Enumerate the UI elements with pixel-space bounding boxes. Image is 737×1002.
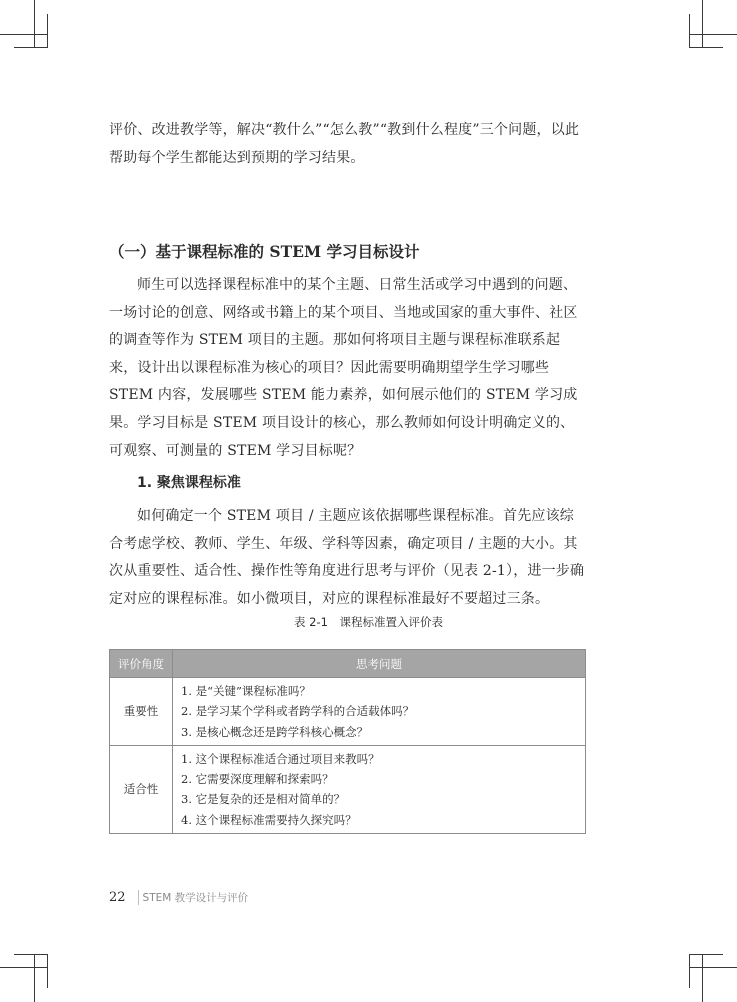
page-footer [109,890,248,905]
header-questions: 思考问题 [173,650,586,678]
row-questions [173,745,586,833]
section-heading: （一）基于课程标准的 STEM 学习目标设计 [109,242,420,261]
section-paragraph: 师生可以选择课程标准中的某个主题、日常生活或学习中遇到的问题、一场讨论的创意、网络或书籍上的某个项目、当地或国家的重大事件、社区的调查等作为 STEM 项目的主题。那如何将项目主题与课程标准联系起来，设计出以课程标准为核心的项目？因此需要明确期望学生学习哪些 STEM 内容，发展哪些 STEM 能力素养，如何展示他们的 STEM 学习成果。学习目标是 STEM 项目设计的核心，那么教师如何设计明确定义的、可观察、可测量的 STEM 学习目标呢？ [109,277,578,459]
question-item: 3. 是核心概念还是跨学科核心概念？ [181,724,369,739]
question-item: 2. 它需要深度理解和探索吗？ [181,772,334,787]
question-item: 2. 是学习某个学科或者跨学科的合适载体吗？ [181,704,415,719]
subheading: 1. 聚焦课程标准 [137,475,241,491]
evaluation-table [109,649,586,834]
row-dimension: 适合性 [110,745,173,833]
header-dimension: 评价角度 [110,650,173,678]
page-number: 22 [109,890,126,905]
row-questions [173,678,586,746]
table-caption: 表 2-1 课程标准置入评价表 [294,615,443,629]
table-header-row [110,650,586,678]
row-dimension: 重要性 [110,678,173,746]
intro-paragraph: 评价、改进教学等，解决“教什么”“怎么教”“教到什么程度”三个问题，以此帮助每个学生都能达到预期的学习结果。 [109,122,580,166]
table-row [110,678,586,746]
question-item: 4. 这个课程标准需要持久探究吗？ [181,812,357,827]
question-item: 1. 是“关键”课程标准吗？ [181,684,311,698]
book-title: STEM 教学设计与评价 [138,890,249,905]
question-item: 1. 这个课程标准适合通过项目来教吗？ [181,751,380,766]
table-row [110,745,586,833]
sub-paragraph: 如何确定一个 STEM 项目 / 主题应该依据哪些课程标准。首先应该综合考虑学校、教师、学生、年级、学科等因素，确定项目 / 主题的大小。其次从重要性、适合性、操作性等角度进行思考与评价（见表 2-1），进一步确定对应的课程标准。如小微项目，对应的课程标准最好不要超过三条。 [109,508,585,607]
question-item: 3. 它是复杂的还是相对简单的？ [181,792,346,807]
